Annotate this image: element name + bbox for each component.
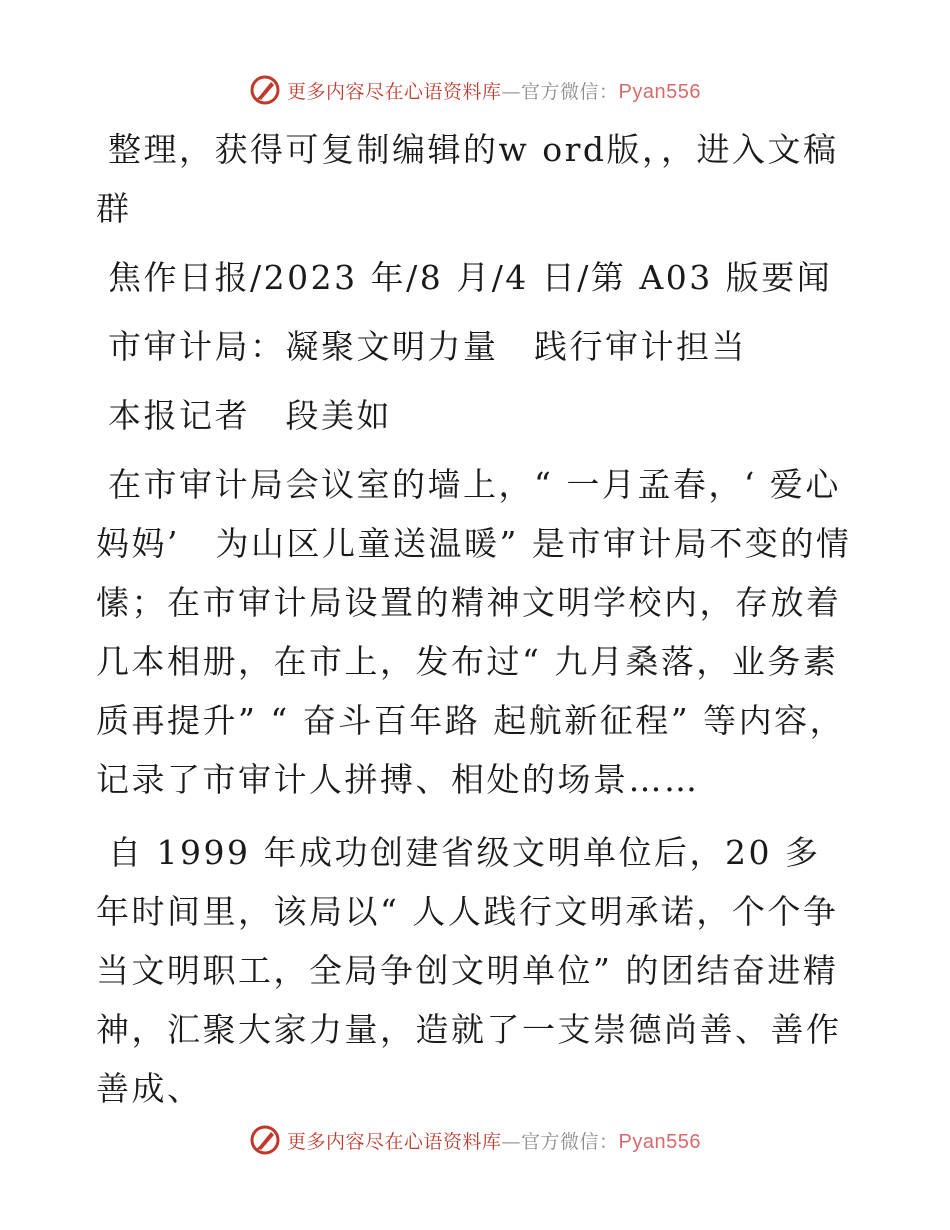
banner-wechat-label: 官方微信： [521,1130,619,1153]
quill-logo-icon [249,1124,281,1156]
intro-line: 整理，获得可复制编辑的w ord版，，进入文稿群 [96,130,839,228]
footer-banner [0,1120,950,1160]
banner-dash: — [501,80,522,103]
banner-text [287,77,701,104]
banner-site-text: 更多内容尽在心语资料库 [287,80,502,103]
article-paragraph: 自 1999 年成功创建省级文明单位后，20 多年时间里，该局以“ 人人践行文明承诺，个个争当文明职工，全局争创文明单位” 的团结奋进精神，汇聚大家力量，造就了一支崇德尚善、善作善成、 [96,833,842,1108]
banner-wechat-label: 官方微信： [521,80,619,103]
article-headline: 市审计局：凝聚文明力量 践行审计担当 [108,327,747,366]
article-body [96,120,854,1132]
article-source: 焦作日报/2023 年/8 月/4 日/第 A03 版要闻 [108,258,833,297]
header-banner [0,70,950,110]
banner-dash: — [501,1130,522,1153]
article-byline: 本报记者 段美如 [108,396,392,435]
banner-site-text: 更多内容尽在心语资料库 [287,1130,502,1153]
banner-wechat-id: Pyan556 [618,1130,701,1153]
banner-text [287,1127,701,1154]
article-paragraph: 在市审计局会议室的墙上，“ 一月孟春，‘ 爱心妈妈’ 为山区儿童送温暖” 是市审计局不变的情愫；在市审计局设置的精神文明学校内，存放着几本相册，在市上，发布过“ 九月桑落，业务素质再提升” “ 奋斗百年路 起航新征程” 等内容，记录了市审计人拼搏、相处的场景…… [96,465,852,799]
quill-logo-icon [249,74,281,106]
banner-wechat-id: Pyan556 [618,80,701,103]
